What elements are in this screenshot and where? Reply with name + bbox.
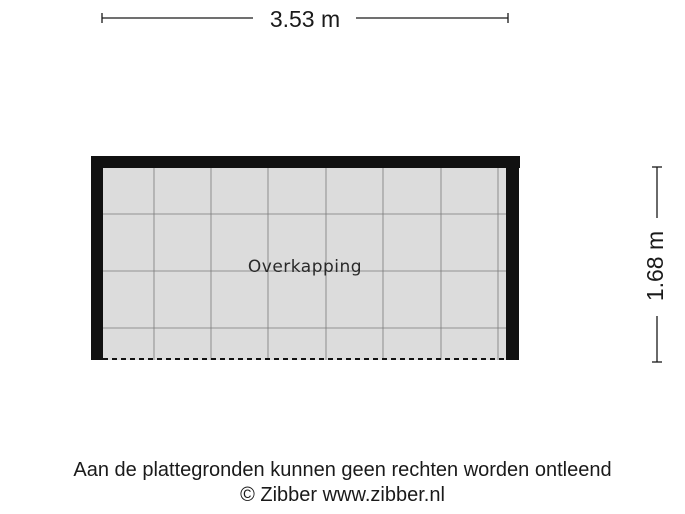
height-dimension-label: 1.68 m [642, 230, 669, 302]
room-label: Overkapping [247, 257, 363, 277]
width-dimension-label: 3.53 m [269, 6, 341, 32]
wall-top [91, 156, 520, 168]
disclaimer-text: Aan de plattegronden kunnen geen rechten worden ontleend [73, 459, 612, 481]
width-dimension [102, 6, 508, 32]
height-dimension [642, 167, 668, 362]
copyright-text: © Zibber www.zibber.nl [240, 484, 445, 506]
wall-left [91, 156, 103, 360]
wall-right [506, 156, 519, 360]
